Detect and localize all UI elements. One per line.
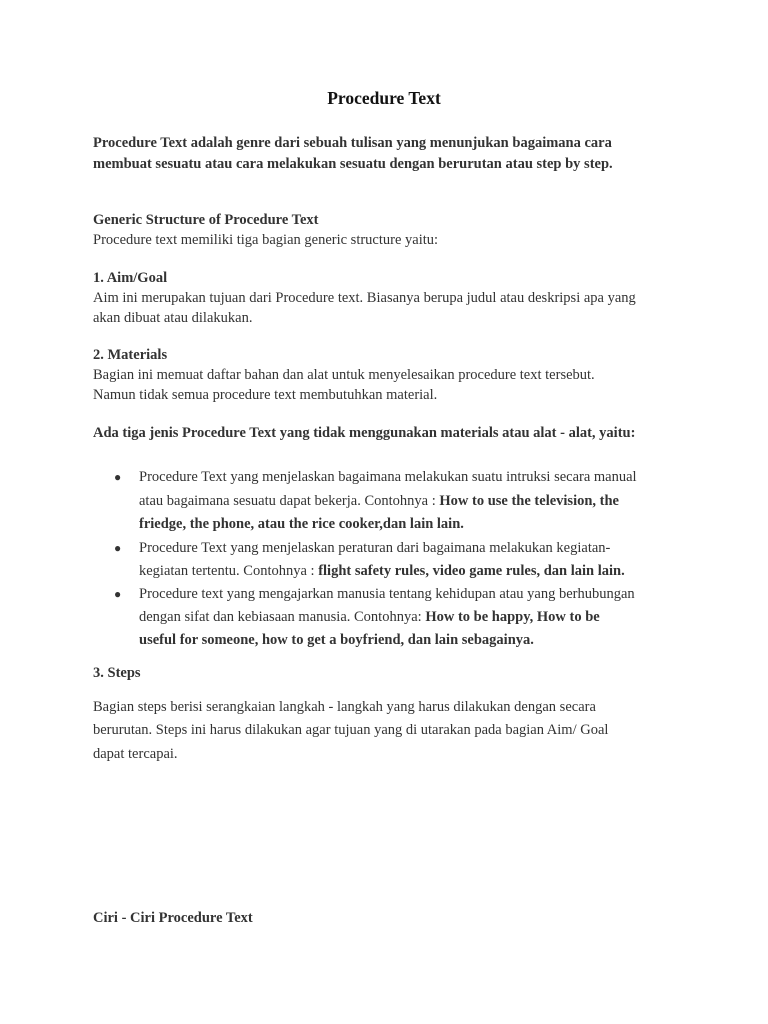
materials-line-1: Bagian ini memuat daftar bahan dan alat untuk menyelesaikan procedure text tersebut.: [93, 367, 595, 383]
bullet-1-line-1: Procedure Text yang menjelaskan bagaimana melakukan suatu intruksi secara manual: [139, 469, 637, 485]
steps-line-1: Bagian steps berisi serangkaian langkah - langkah yang harus dilakukan dengan secara: [93, 699, 596, 715]
materials-heading: 2. Materials: [93, 347, 168, 363]
bullet-1-line-3: friedge, the phone, atau the rice cooker,dan lain lain.: [139, 516, 464, 532]
bullet-1-line-2-plain: atau bagaimana sesuatu dapat bekerja. Contohnya :: [139, 493, 440, 509]
steps-line-3: dapat tercapai.: [93, 746, 178, 762]
structure-description: Procedure text memiliki tiga bagian generic structure yaitu:: [93, 232, 439, 248]
page-title: Procedure Text: [327, 88, 441, 108]
bullet-2-line-2-plain: kegiatan tertentu. Contohnya :: [139, 563, 319, 579]
aim-heading: 1. Aim/Goal: [93, 270, 168, 286]
steps-line-2: berurutan. Steps ini harus dilakukan agar tujuan yang di utarakan pada bagian Aim/ Goal: [93, 722, 609, 738]
bullet-1-line-2: [139, 491, 619, 511]
intro-line-2: membuat sesuatu atau cara melakukan sesuatu dengan berurutan atau step by step.: [93, 156, 613, 172]
bullet-icon: ●: [114, 587, 122, 601]
aim-line-1: Aim ini merupakan tujuan dari Procedure text. Biasanya berupa judul atau deskripsi apa yang: [93, 290, 636, 306]
bullet-icon: ●: [114, 541, 122, 555]
types-heading: Ada tiga jenis Procedure Text yang tidak menggunakan materials atau alat - alat, yaitu:: [93, 425, 636, 441]
bullet-3-line-2-plain: dengan sifat dan kebiasaan manusia. Contohnya:: [139, 609, 426, 625]
bullet-3-line-3: useful for someone, how to get a boyfriend, dan lain sebagainya.: [139, 632, 534, 648]
bullet-3-line-2: [139, 607, 600, 627]
steps-heading: 3. Steps: [93, 665, 141, 681]
ciri-heading: Ciri - Ciri Procedure Text: [93, 910, 253, 926]
bullet-2-line-2: [139, 561, 625, 581]
bullet-3-line-1: Procedure text yang mengajarkan manusia tentang kehidupan atau yang berhubungan: [139, 586, 635, 602]
bullet-2-line-2-bold: flight safety rules, video game rules, dan lain lain.: [318, 563, 625, 579]
bullet-1-line-2-bold: How to use the television, the: [439, 493, 619, 509]
bullet-2-line-1: Procedure Text yang menjelaskan peraturan dari bagaimana melakukan kegiatan-: [139, 540, 611, 556]
structure-heading: Generic Structure of Procedure Text: [93, 212, 319, 228]
aim-line-2: akan dibuat atau dilakukan.: [93, 310, 253, 326]
materials-line-2: Namun tidak semua procedure text membutuhkan material.: [93, 387, 438, 403]
bullet-3-line-2-bold: How to be happy, How to be: [425, 609, 600, 625]
intro-line-1: Procedure Text adalah genre dari sebuah tulisan yang menunjukan bagaimana cara: [93, 135, 612, 151]
bullet-icon: ●: [114, 470, 122, 484]
